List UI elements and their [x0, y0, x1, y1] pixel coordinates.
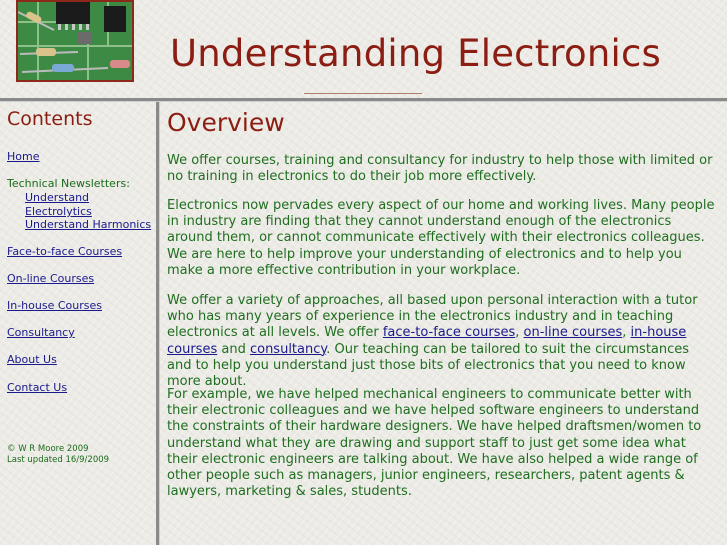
nav-face-to-face-link[interactable]: Face-to-face Courses — [7, 245, 123, 258]
nav-about-link[interactable]: About Us — [7, 353, 57, 366]
nav-newsletter-harmonics-link[interactable]: Understand Harmonics — [25, 218, 152, 231]
approaches-text-start: We offer a variety of approaches, all based upon personal interaction with a tutor who has many years of experience in the electronics industry and in teaching electronics at all levels. We offer — [167, 293, 698, 341]
site-header — [0, 0, 727, 100]
separator: and — [217, 341, 250, 357]
nav-newsletter-electrolytics-link[interactable]: Electrolytics — [25, 205, 92, 218]
main-content — [167, 108, 715, 500]
nav-inhouse-link[interactable]: In-house Courses — [7, 299, 102, 312]
approaches-paragraph — [167, 293, 715, 390]
circuit-board-logo — [16, 0, 134, 82]
context-paragraph: Electronics now pervades every aspect of our home and working lives. Many people in industry are finding that they cannot understand enough of the electronics around them, or cannot communicate effectively with their electronics colleagues. We are here to help improve your understanding of electronics and to help you make a more effective contribution in your workplace. — [167, 198, 715, 278]
last-updated-note: Last updated 16/9/2009 — [7, 455, 110, 465]
approaches-text-end: . Our teaching can be tailored to suit the circumstances and to help you understand just those bits of electronics that you need to know more about. — [167, 341, 690, 390]
intro-paragraph: We offer courses, training and consultancy for industry to help those with limited or no training in electronics to do their job more effectively. — [167, 153, 713, 185]
sidebar-divider — [156, 102, 160, 545]
online-courses-link[interactable]: on-line courses — [523, 325, 623, 341]
nav-online-link[interactable]: On-line Courses — [7, 272, 95, 285]
nav-home-link[interactable]: Home — [7, 150, 40, 163]
page-heading: Overview — [167, 108, 285, 137]
face-to-face-courses-link[interactable]: face-to-face courses — [382, 325, 516, 341]
sidebar — [0, 102, 156, 545]
newsletters-label: Technical Newsletters: — [7, 177, 130, 190]
examples-paragraph: For example, we have helped mechanical engineers to communicate better with their electronic colleagues and we have helped software engineers to understand the constraints of their hardware designers. We have helped draftsmen/women to understand what they are drawing and support staff to just get some idea what their electronic engineers are talking about. We have also helped a wide range of other people such as managers, junior engineers, researchers, patent agents & lawyers, marketing & sales, students. — [167, 387, 702, 500]
title-underline — [304, 93, 422, 94]
contents-heading: Contents — [7, 108, 93, 130]
inhouse-courses-link[interactable]: in-house courses — [167, 325, 687, 357]
nav-newsletter-understand-link[interactable]: Understand — [25, 191, 90, 204]
site-title: Understanding Electronics — [170, 32, 662, 75]
nav-contact-link[interactable]: Contact Us — [7, 381, 68, 394]
separator: , — [622, 325, 631, 341]
consultancy-link[interactable]: consultancy — [249, 341, 327, 357]
copyright-note: © W R Moore 2009 — [7, 444, 89, 454]
nav-consultancy-link[interactable]: Consultancy — [7, 326, 75, 339]
separator: , — [515, 325, 524, 341]
